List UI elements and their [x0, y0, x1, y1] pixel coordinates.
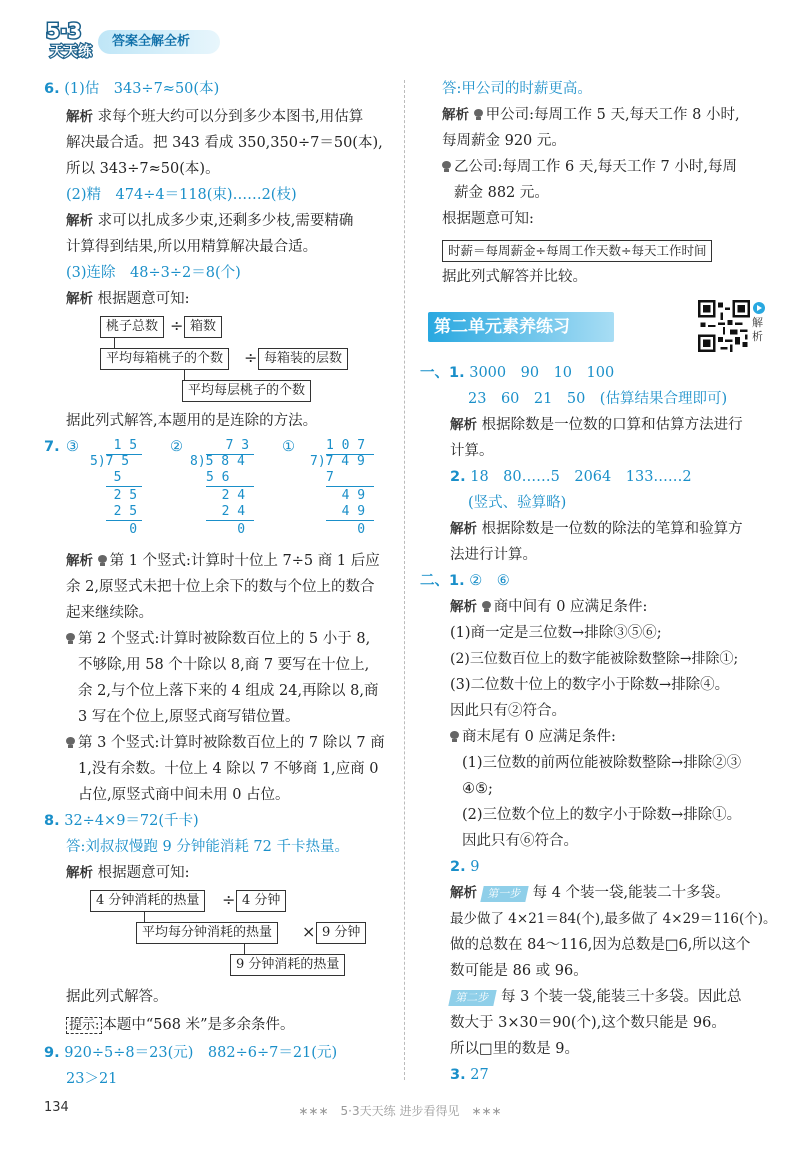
question-number: 二、1. — [420, 573, 465, 589]
question-number: 3. — [450, 1067, 466, 1083]
answer-line: (竖式、验算略) — [468, 495, 567, 511]
bulb-icon — [474, 109, 483, 120]
bulb-icon — [450, 731, 459, 742]
answer-line: 答:刘叔叔慢跑 9 分钟能消耗 72 千卡热量。 — [66, 839, 349, 855]
page-header — [0, 0, 800, 66]
text-line: 余 2,与个位上落下来的 4 组成 24,再除以 8,商 — [78, 683, 379, 699]
multiply-sign: × — [302, 922, 316, 941]
diagram-box: 9 分钟 — [316, 922, 366, 944]
answer-line: (3)连除 48÷3÷2＝8(个) — [66, 265, 241, 281]
answer-tag: 答案全解全析 — [98, 30, 220, 54]
play-icon[interactable] — [753, 302, 765, 314]
text-line: 占位,原竖式商中间未用 0 占位。 — [78, 787, 290, 803]
bulb-icon — [482, 601, 491, 612]
formula-box: 时薪＝每周薪金÷每周工作天数÷每天工作时间 — [442, 240, 712, 262]
text-line: 第 2 个竖式:计算时被除数百位上的 5 小于 8, — [78, 631, 371, 647]
text-line: 甲公司:每周工作 5 天,每天工作 8 小时, — [485, 107, 740, 123]
text-line: 起来继续除。 — [66, 605, 153, 621]
diagram-box: 箱数 — [184, 316, 222, 338]
diagram-box: 每箱装的层数 — [258, 348, 348, 370]
tip-label: 提示: — [66, 1017, 102, 1034]
question-number: 7. — [44, 439, 60, 455]
question-number: 9. — [44, 1045, 60, 1061]
svg-text:5·3: 5·3 — [46, 19, 82, 43]
bulb-icon — [442, 161, 451, 172]
qr-label: 解析 — [752, 316, 763, 343]
question-number: 6. — [44, 81, 60, 97]
text-line: 3 写在个位上,原竖式商写错位置。 — [78, 709, 300, 725]
text-line: 做的总数在 84～116,因为总数是□6,所以这个 — [450, 937, 751, 953]
analysis-label: 解析 — [450, 521, 477, 537]
question-number: 2. — [450, 469, 466, 485]
text-line: 据此列式解答,本题用的是连除的方法。 — [66, 413, 318, 429]
text-line: 所以□里的数是 9。 — [450, 1041, 580, 1057]
diagram-box: 4 分钟消耗的热量 — [90, 890, 205, 912]
svg-text:天天练: 天天练 — [50, 44, 92, 60]
step-badge: 第二步 — [448, 990, 496, 1006]
text-line: 根据题意可知: — [442, 211, 534, 227]
analysis-label: 解析 — [450, 599, 477, 615]
text-line: (3)二位数十位上的数字小于除数→排除④。 — [450, 677, 730, 693]
text-line: 根据除数是一位数的口算和估算方法进行 — [481, 417, 743, 433]
text-line: 计算得到结果,所以用精算解决最合适。 — [66, 239, 318, 255]
text-line: (1)三位数的前两位能被除数整除→排除②③ — [462, 755, 742, 771]
bulb-icon — [98, 555, 107, 566]
division-label: ② — [170, 439, 183, 455]
diagram-box: 9 分钟消耗的热量 — [230, 954, 345, 976]
text-line: (1)商一定是三位数→排除③⑤⑥; — [450, 625, 662, 641]
bulb-icon — [66, 633, 75, 644]
tip-text: 本题中“568 米”是多余条件。 — [102, 1017, 295, 1033]
division-label: ① — [282, 439, 295, 455]
analysis-label: 解析 — [66, 553, 93, 569]
text-line: 求可以扎成多少束,还剩多少枝,需要精确 — [97, 213, 354, 229]
text-line: 解决最合适。把 343 看成 350,350÷7＝50(本), — [66, 135, 383, 151]
text-line: 1,没有余数。十位上 4 除以 7 不够商 1,应商 0 — [78, 761, 379, 777]
text-line: 每 3 个装一袋,能装三十多袋。因此总 — [501, 989, 742, 1005]
text-line: 计算。 — [450, 443, 494, 459]
step-badge: 第一步 — [480, 886, 528, 902]
answer-line: 3000 90 10 100 — [469, 365, 615, 381]
analysis-label: 解析 — [66, 213, 93, 229]
answer-line: 答:甲公司的时薪更高。 — [442, 81, 592, 97]
text-line: 第 1 个竖式:计算时十位上 7÷5 商 1 后应 — [109, 553, 380, 569]
diagram-box: 平均每箱桃子的个数 — [100, 348, 229, 370]
diagram-box: 平均每层桃子的个数 — [182, 380, 311, 402]
text-line: 所以 343÷7≈50(本)。 — [66, 161, 220, 177]
answer-line: 23＞21 — [66, 1071, 118, 1087]
divide-sign: ÷ — [170, 316, 184, 335]
analysis-label: 解析 — [66, 291, 93, 307]
text-line: 根据题意可知: — [97, 865, 190, 881]
analysis-label: 解析 — [450, 885, 477, 901]
answer-line: 9 — [470, 859, 480, 875]
analysis-label: 解析 — [66, 865, 93, 881]
text-line: 因此只有⑥符合。 — [462, 833, 578, 849]
text-line: 求每个班大约可以分到多少本图书,用估算 — [97, 109, 364, 125]
text-line: 不够除,用 58 个十除以 8,商 7 要写在十位上, — [78, 657, 370, 673]
text-line: 商末尾有 0 应满足条件: — [462, 729, 616, 745]
text-line: 乙公司:每周工作 6 天,每天工作 7 小时,每周 — [454, 159, 737, 175]
text-line: 薪金 882 元。 — [454, 185, 549, 201]
division-label: ③ — [66, 439, 79, 455]
answer-line: 23 60 21 50 (估算结果合理即可) — [468, 391, 728, 407]
answer-line: ② ⑥ — [469, 573, 510, 589]
unit-title: 第二单元素养练习 — [428, 312, 614, 342]
text-line: 据此列式解答并比较。 — [442, 269, 587, 285]
answer-line: 18 80……5 2064 133……2 — [470, 469, 692, 485]
answer-line: 27 — [470, 1067, 489, 1083]
divide-sign: ÷ — [244, 348, 258, 367]
qr-code-icon[interactable] — [698, 300, 750, 352]
answer-line: 920÷5÷8＝23(元) 882÷6÷7＝21(元) — [64, 1045, 338, 1061]
text-line: (2)三位数个位上的数字小于除数→排除①。 — [462, 807, 742, 823]
answer-line: 32÷4×9＝72(千卡) — [64, 813, 199, 829]
text-line: 最少做了 4×21＝84(个),最多做了 4×29＝116(个)。 — [450, 911, 777, 927]
logo-icon — [44, 16, 96, 60]
diagram-box: 4 分钟 — [236, 890, 286, 912]
text-line: 余 2,原竖式未把十位上余下的数与个位上的数合 — [66, 579, 375, 595]
text-line: ④⑤; — [462, 781, 493, 797]
question-number: 2. — [450, 859, 466, 875]
text-line: 数大于 3×30＝90(个),这个数只能是 96。 — [450, 1015, 726, 1031]
text-line: 第 3 个竖式:计算时被除数百位上的 7 除以 7 商 — [78, 735, 385, 751]
divide-sign: ÷ — [222, 890, 236, 909]
column-divider — [404, 80, 405, 1080]
text-line: 法进行计算。 — [450, 547, 537, 563]
question-number: 8. — [44, 813, 60, 829]
analysis-label: 解析 — [66, 109, 93, 125]
text-line: 据此列式解答。 — [66, 989, 168, 1005]
answer-line: (1)估 343÷7≈50(本) — [64, 81, 220, 97]
text-line: 每周薪金 920 元。 — [442, 133, 566, 149]
text-line: (2)三位数百位上的数字能被除数整除→排除①; — [450, 651, 739, 667]
text-line: 每 4 个装一袋,能装二十多袋。 — [532, 885, 730, 901]
text-line: 根据题意可知: — [97, 291, 190, 307]
analysis-label: 解析 — [450, 417, 477, 433]
answer-line: (2)精 474÷4＝118(束)……2(枝) — [66, 187, 297, 203]
diagram-box: 平均每分钟消耗的热量 — [136, 922, 278, 944]
page-number: 134 — [44, 1100, 69, 1115]
footer-slogan: ∗∗∗ 5·3天天练 进步看得见 ∗∗∗ — [298, 1104, 502, 1118]
text-line: 根据除数是一位数的除法的笔算和验算方 — [481, 521, 743, 537]
analysis-label: 解析 — [442, 107, 469, 123]
question-number: 一、1. — [420, 365, 465, 381]
text-line: 商中间有 0 应满足条件: — [493, 599, 648, 615]
text-line: 因此只有②符合。 — [450, 703, 566, 719]
bulb-icon — [66, 737, 75, 748]
diagram-box: 桃子总数 — [100, 316, 164, 338]
text-line: 数可能是 86 或 96。 — [450, 963, 588, 979]
